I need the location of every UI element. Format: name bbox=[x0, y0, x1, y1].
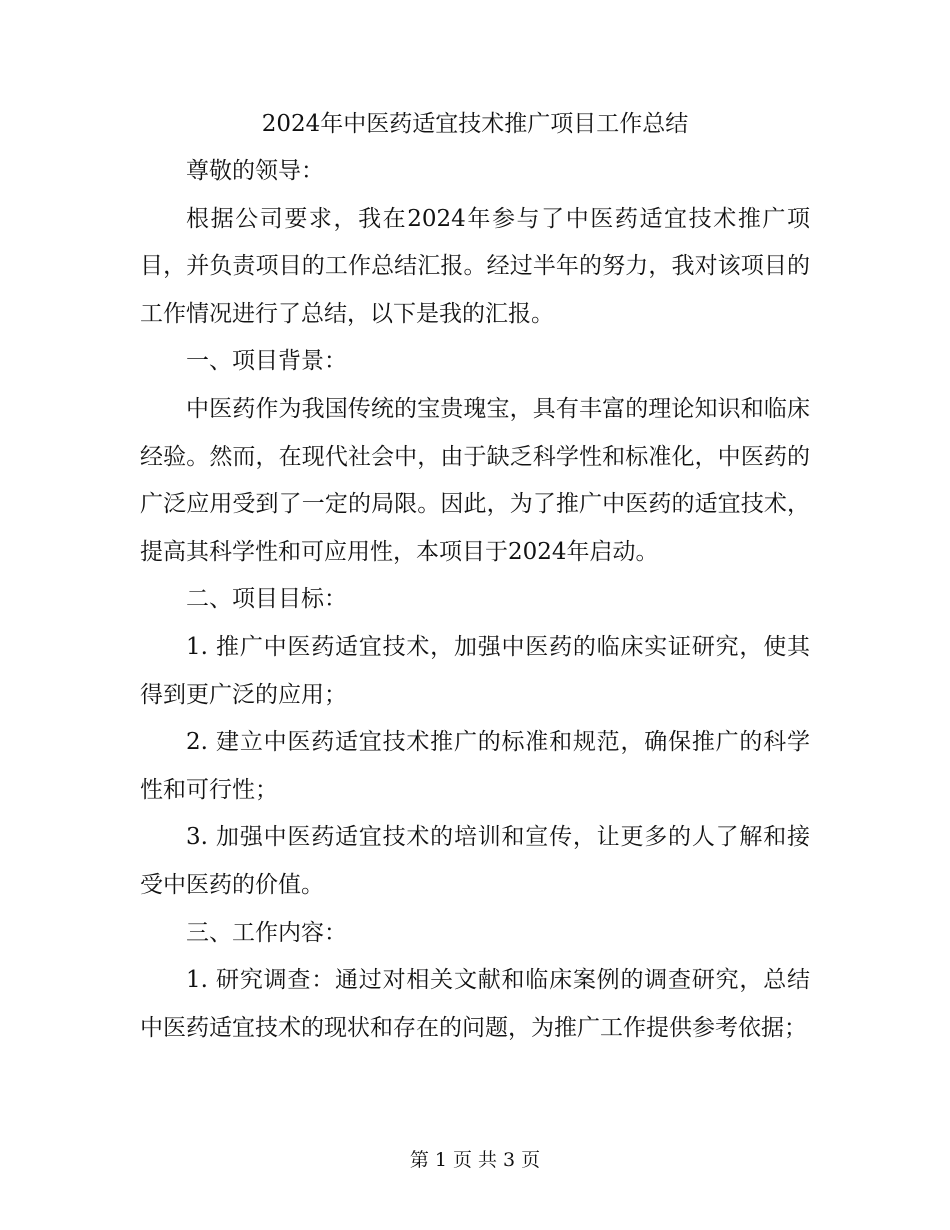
work-item-1: 1. 研究调查：通过对相关文献和临床案例的调查研究，总结中医药适宜技术的现状和存在的问题，为推广工作提供参考依据； bbox=[140, 967, 810, 1041]
goal-item-1: 1. 推广中医药适宜技术，加强中医药的临床实证研究，使其得到更广泛的应用； bbox=[140, 633, 810, 708]
section-heading-background: 一、项目背景： bbox=[186, 348, 347, 375]
goal-item-3: 3. 加强中医药适宜技术的培训和宣传，让更多的人了解和接受中医药的价值。 bbox=[140, 824, 810, 898]
page-number-footer: 第 1 页 共 3 页 bbox=[409, 1149, 541, 1171]
salutation: 尊敬的领导： bbox=[186, 158, 324, 184]
goal-item-2: 2. 建立中医药适宜技术推广的标准和规范，确保推广的科学性和可行性； bbox=[140, 729, 810, 803]
section-heading-work: 三、工作内容： bbox=[186, 919, 347, 946]
document-title: 2024年中医药适宜技术推广项目工作总结 bbox=[261, 111, 689, 137]
section-heading-goals: 二、项目目标： bbox=[186, 586, 347, 613]
intro-paragraph: 根据公司要求，我在2024年参与了中医药适宜技术推广项目，并负责项目的工作总结汇报。经过半年的努力，我对该项目的工作情况进行了总结，以下是我的汇报。 bbox=[140, 205, 810, 327]
document-body bbox=[140, 148, 810, 1052]
background-paragraph: 中医药作为我国传统的宝贵瑰宝，具有丰富的理论知识和临床经验。然而，在现代社会中，由于缺乏科学性和标准化，中医药的广泛应用受到了一定的局限。因此，为了推广中医药的适宜技术，提高其科学性和可应用性，本项目于2024年启动。 bbox=[140, 395, 810, 565]
